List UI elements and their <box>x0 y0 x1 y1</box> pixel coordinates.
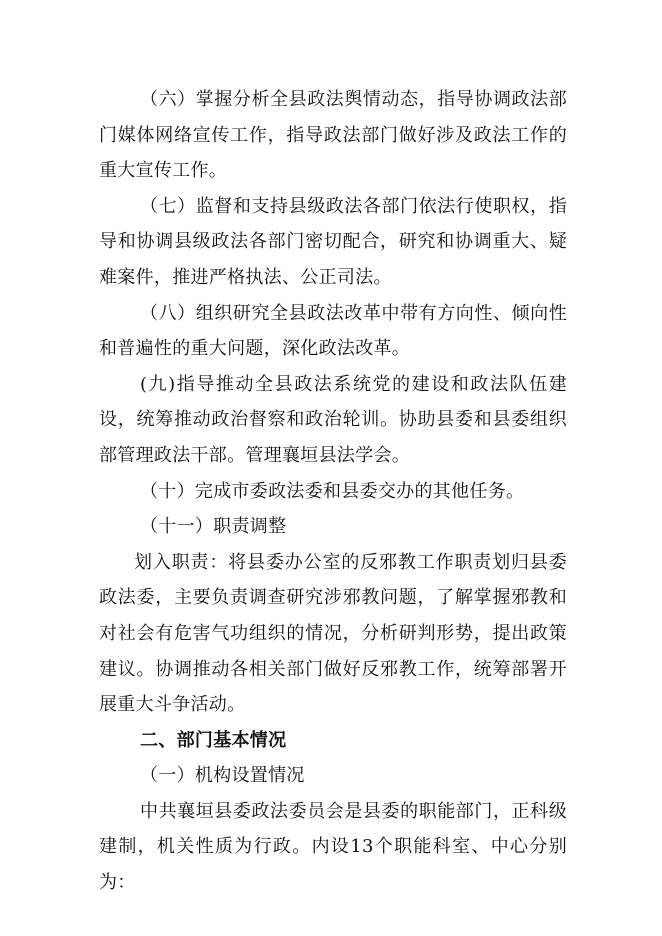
paragraph-eleven-title: （十一）职责调整 <box>140 516 287 538</box>
paragraph-seven: （七）监督和支持县级政法各部门依法行使职权，指导和协调县级政法各部门密切配合，研究和协调重大、疑难案件，推进严格执法、公正司法。 <box>99 195 567 288</box>
paragraph-ten: （十）完成市委政法委和县委交办的其他任务。 <box>140 480 525 502</box>
paragraph-duty-transfer: 划入职责：将县委办公室的反邪教工作职责划归县委政法委，主要负责调查研究涉邪教问题，了解掌握邪教和对社会有危害气功组织的情况，分析研判形势，提出政策建议。协调推动各相关部门做好反邪教工作，统筹部署开展重大斗争活动。 <box>99 551 567 716</box>
section-heading: 二、部门基本情况 <box>140 729 287 751</box>
closing-paragraph: 中共襄垣县委政法委员会是县委的职能部门，正科级建制，机关性质为行政。内设13个职能科室、中心分别为： <box>99 800 567 894</box>
paragraph-nine: (九)指导推动全县政法系统党的建设和政法队伍建设，统筹推动政治督察和政治轮训。协助县委和县委组织部管理政法干部。管理襄垣县法学会。 <box>99 373 567 466</box>
subsection-heading: （一）机构设置情况 <box>140 765 305 787</box>
paragraph-eight: （八）组织研究全县政法改革中带有方向性、倾向性和普遍性的重大问题，深化政法改革。 <box>99 302 567 360</box>
paragraph-six: （六）掌握分析全县政法舆情动态，指导协调政法部门媒体网络宣传工作，指导政法部门做好涉及政法工作的重大宣传工作。 <box>99 89 567 182</box>
document-body <box>99 82 567 901</box>
